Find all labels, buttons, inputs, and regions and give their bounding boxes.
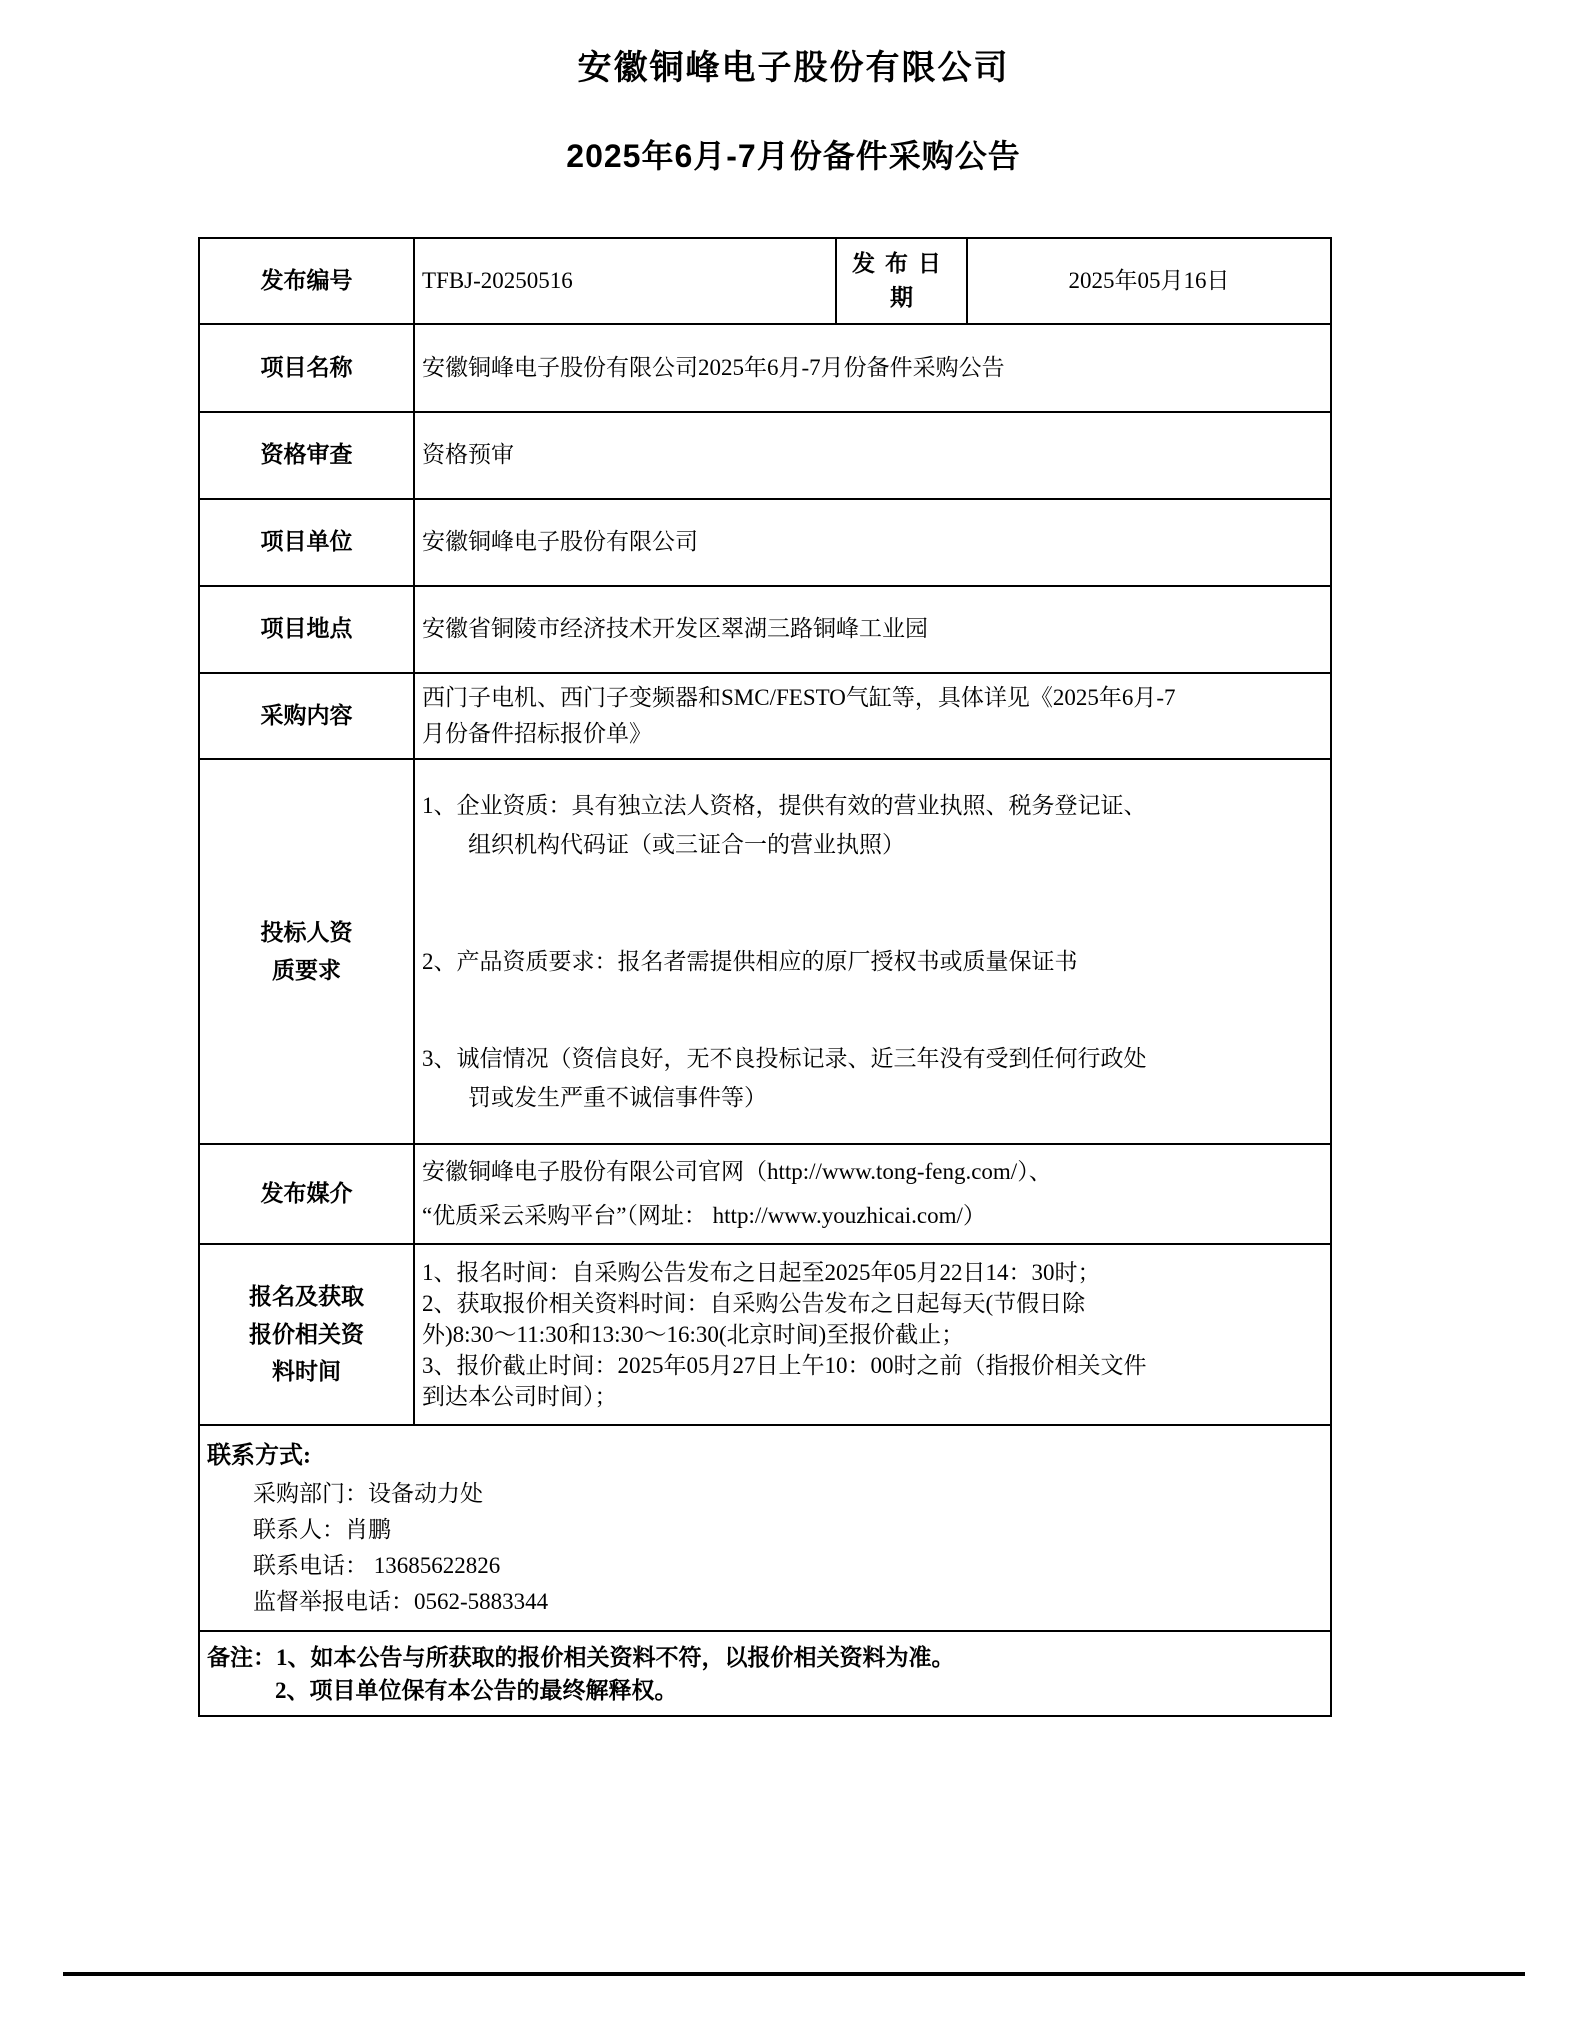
row-remarks xyxy=(199,1631,1331,1716)
row-media xyxy=(199,1144,1331,1244)
publish-date-value: 2025年05月16日 xyxy=(967,238,1331,324)
row-qualification-review xyxy=(199,412,1331,499)
schedule-label-line: 报价相关资 xyxy=(249,1321,364,1347)
media-line: 安徽铜峰电子股份有限公司官网（http://www.tong-feng.com/）、 xyxy=(422,1159,1052,1184)
bidder-qualification-label-line: 质要求 xyxy=(272,957,341,983)
announcement-table xyxy=(198,237,1332,1717)
remark-line: 2、项目单位保有本公告的最终解释权。 xyxy=(275,1677,678,1703)
project-name-label: 项目名称 xyxy=(199,324,414,412)
row-publish-info xyxy=(199,238,1331,324)
contact-line: 采购部门：设备动力处 xyxy=(253,1481,483,1506)
publish-number-value: TFBJ-20250516 xyxy=(414,238,836,324)
row-procurement-content xyxy=(199,673,1331,759)
project-unit-value: 安徽铜峰电子股份有限公司 xyxy=(414,499,1331,586)
row-bidder-qualification xyxy=(199,759,1331,1144)
qualification-item xyxy=(422,942,1323,981)
project-name-value: 安徽铜峰电子股份有限公司2025年6月-7月份备件采购公告 xyxy=(414,324,1331,412)
procurement-content-line: 西门子电机、西门子变频器和SMC/FESTO气缸等，具体详见《2025年6月-7 xyxy=(422,685,1176,710)
remark-line: 备注：1、如本公告与所获取的报价相关资料不符，以报价相关资料为准。 xyxy=(207,1644,955,1670)
media-line: “优质采云采购平台”（网址： http://www.youzhicai.com/） xyxy=(422,1203,986,1228)
qualification-item-line: 3、诚信情况（资信良好，无不良投标记录、近三年没有受到任何行政处 xyxy=(422,1046,1147,1071)
schedule-line: 1、报名时间：自采购公告发布之日起至2025年05月22日14：30时； xyxy=(422,1260,1101,1285)
qualification-item xyxy=(422,786,1323,864)
bidder-qualification-value xyxy=(414,759,1331,1144)
project-site-label: 项目地点 xyxy=(199,586,414,673)
schedule-line: 到达本公司时间）； xyxy=(422,1384,618,1409)
qualification-item-line: 组织机构代码证（或三证合一的营业执照） xyxy=(468,832,905,857)
contact-heading: 联系方式: xyxy=(207,1443,311,1469)
media-label: 发布媒介 xyxy=(199,1144,414,1244)
schedule-label-line: 报名及获取 xyxy=(249,1283,364,1309)
media-value xyxy=(414,1144,1331,1244)
row-project-site xyxy=(199,586,1331,673)
schedule-value xyxy=(414,1244,1331,1425)
remarks-cell xyxy=(199,1631,1331,1716)
schedule-label-line: 料时间 xyxy=(272,1359,341,1385)
qualification-review-label: 资格审查 xyxy=(199,412,414,499)
row-project-unit xyxy=(199,499,1331,586)
qualification-item xyxy=(422,1039,1323,1117)
page-title: 安徽铜峰电子股份有限公司 xyxy=(577,49,1010,87)
schedule-line: 外)8:30～11:30和13:30～16:30(北京时间)至报价截止； xyxy=(422,1322,965,1347)
procurement-content-line: 月份备件招标报价单》 xyxy=(422,721,652,746)
contact-cell xyxy=(199,1425,1331,1631)
contact-line: 监督举报电话：0562-5883344 xyxy=(253,1589,549,1614)
bidder-qualification-label-line: 投标人资 xyxy=(260,919,353,945)
contact-line: 联系人：肖鹏 xyxy=(253,1517,391,1542)
qualification-review-value: 资格预审 xyxy=(414,412,1331,499)
schedule-label xyxy=(199,1244,414,1425)
schedule-line: 2、获取报价相关资料时间：自采购公告发布之日起每天(节假日除 xyxy=(422,1291,1086,1316)
procurement-content-label: 采购内容 xyxy=(199,673,414,759)
page-subtitle: 2025年6月-7月份备件采购公告 xyxy=(566,138,1021,174)
row-project-name xyxy=(199,324,1331,412)
publish-number-label: 发布编号 xyxy=(199,238,414,324)
project-unit-label: 项目单位 xyxy=(199,499,414,586)
publish-date-label-text: 发布日期 xyxy=(852,250,951,310)
row-contact xyxy=(199,1425,1331,1631)
qualification-item-line: 罚或发生严重不诚信事件等） xyxy=(468,1085,767,1110)
footer-rule xyxy=(63,1972,1525,1976)
qualification-item-line: 1、企业资质：具有独立法人资格，提供有效的营业执照、税务登记证、 xyxy=(422,793,1147,818)
project-site-value: 安徽省铜陵市经济技术开发区翠湖三路铜峰工业园 xyxy=(414,586,1331,673)
schedule-line: 3、报价截止时间：2025年05月27日上午10：00时之前（指报价相关文件 xyxy=(422,1353,1147,1378)
procurement-content-value xyxy=(414,673,1331,759)
qualification-item-line: 2、产品资质要求：报名者需提供相应的原厂授权书或质量保证书 xyxy=(422,949,1078,974)
row-schedule xyxy=(199,1244,1331,1425)
bidder-qualification-label xyxy=(199,759,414,1144)
contact-line: 联系电话： 13685622826 xyxy=(253,1553,501,1578)
publish-date-label xyxy=(836,238,967,324)
